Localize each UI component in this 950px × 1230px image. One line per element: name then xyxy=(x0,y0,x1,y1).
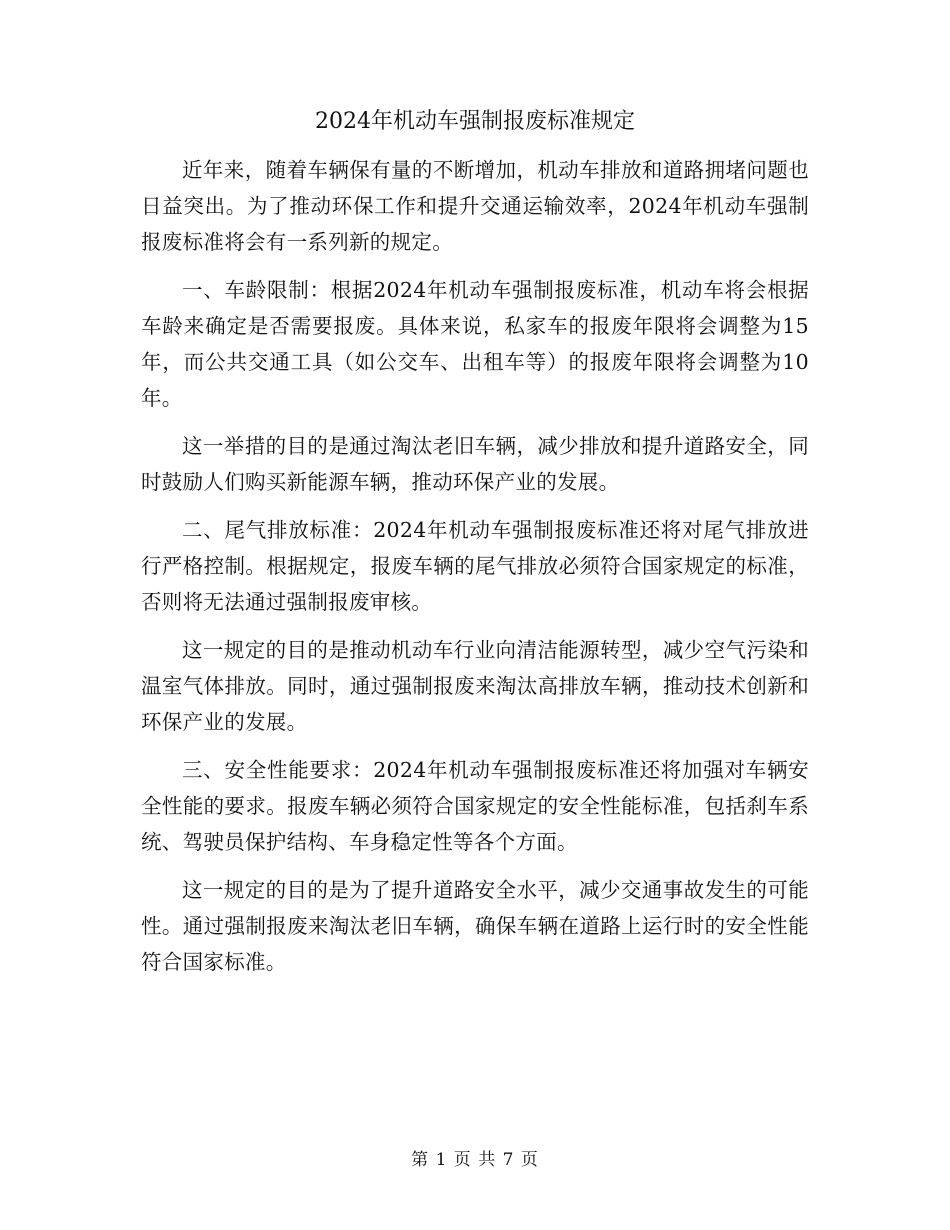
paragraph-intro: 近年来，随着车辆保有量的不断增加，机动车排放和道路拥堵问题也日益突出。为了推动环保工作和提升交通运输效率，2024年机动车强制报废标准将会有一系列新的规定。 xyxy=(141,158,809,254)
paragraph-age-limit: 一、车龄限制：根据2024年机动车强制报废标准，机动车将会根据车龄来确定是否需要报废。具体来说，私家车的报废年限将会调整为15年，而公共交通工具（如公交车、出租车等）的报废年限将会调整为10年。 xyxy=(141,278,809,410)
paragraph-age-limit-purpose: 这一举措的目的是通过淘汰老旧车辆，减少排放和提升道路安全，同时鼓励人们购买新能源车辆，推动环保产业的发展。 xyxy=(141,434,809,494)
document-title: 2024年机动车强制报废标准规定 xyxy=(315,109,635,134)
paragraph-safety-purpose: 这一规定的目的是为了提升道路安全水平，减少交通事故发生的可能性。通过强制报废来淘汰老旧车辆，确保车辆在道路上运行时的安全性能符合国家标准。 xyxy=(141,878,809,974)
page-number-footer: 第 1 页 共 7 页 xyxy=(411,1150,539,1170)
document-body xyxy=(141,152,809,992)
paragraph-safety-requirement: 三、安全性能要求：2024年机动车强制报废标准还将加强对车辆安全性能的要求。报废车辆必须符合国家规定的安全性能标准，包括刹车系统、驾驶员保护结构、车身稳定性等各个方面。 xyxy=(141,758,809,854)
paragraph-emission-standard: 二、尾气排放标准：2024年机动车强制报废标准还将对尾气排放进行严格控制。根据规定，报废车辆的尾气排放必须符合国家规定的标准，否则将无法通过强制报废审核。 xyxy=(141,518,809,614)
paragraph-emission-purpose: 这一规定的目的是推动机动车行业向清洁能源转型，减少空气污染和温室气体排放。同时，通过强制报废来淘汰高排放车辆，推动技术创新和环保产业的发展。 xyxy=(141,638,809,734)
